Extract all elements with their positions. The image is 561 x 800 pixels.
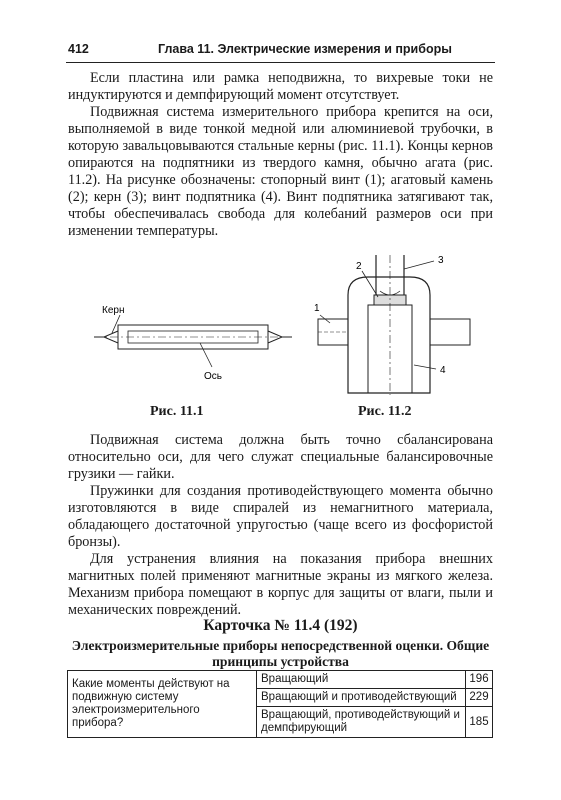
label-4: 4 [440, 365, 446, 376]
answer-number: 185 [466, 707, 493, 738]
leader-3 [404, 261, 434, 269]
table-row [68, 671, 493, 689]
card-title: Карточка № 11.4 (192) [203, 617, 358, 634]
label-3: 3 [438, 255, 444, 266]
right-arm [430, 319, 470, 345]
figure-11-2-caption: Рис. 11.2 [358, 404, 412, 419]
paragraph: Если пластина или рамка неподвижна, то вихревые токи не индуктируются и демпфирующий момент отсутствует. [68, 70, 493, 103]
label-kern: Керн [102, 305, 125, 316]
bearing-housing [348, 277, 430, 393]
paragraph: Подвижная система должна быть точно сбалансирована относительно оси, для чего служат специальные балансировочные грузики — гайки. [68, 432, 493, 482]
label-2: 2 [356, 261, 362, 272]
label-os: Ось [204, 371, 222, 382]
answer-number: 196 [466, 671, 493, 689]
question-cell: Какие моменты действуют на подвижную систему электроизмерительного прибора? [68, 671, 257, 738]
leader-kern [112, 315, 120, 333]
label-1: 1 [314, 303, 320, 314]
page-header [66, 40, 495, 63]
paragraph: Подвижная система измерительного прибора крепится на оси, выполняемой в виде тонкой медной или алюминиевой трубочки, в которую завальцовываются стальные керны (рис. 11.1). Концы кернов опираются на подпятники из твердого камня, обычно агата (рис. 11.2). На рисунке обозначены: стопорный винт (1); агатовый камень (2); керн (3); винт подпятника (4). Винт подпятника затягивают так, чтобы обеспечивалась свобода для колебаний размеров оси при изменении температуры. [68, 104, 493, 239]
chapter-title: Глава 11. Электрические измерения и приборы [158, 42, 452, 56]
answer-option[interactable]: Вращающий и противодействующий [257, 689, 466, 707]
card-subtitle: Электроизмерительные приборы непосредственной оценки. Общие принципы устройства [71, 638, 490, 669]
leader-os [200, 343, 212, 367]
quiz-table [67, 670, 493, 738]
figure-11-1 [94, 305, 292, 382]
answer-option[interactable]: Вращающий [257, 671, 466, 689]
paragraph: Пружинки для создания противодействующего момента обычно изготовляются в виде спиралей из немагнитного материала, обладающего достаточной упругостью (чаще всего из фосфористой бронзы). [68, 483, 493, 550]
figures-area [80, 255, 500, 405]
paragraph: Для устранения влияния на показания прибора внешних магнитных полей применяют магнитные экраны из мягкого железа. Механизм прибора помещают в корпус для защиты от влаги, пыли и механических повреждений. [68, 551, 493, 618]
answer-option[interactable]: Вращающий, противодействующий и демпфирующий [257, 707, 466, 738]
body-text-bottom [68, 432, 493, 619]
body-text-top [68, 70, 493, 240]
answer-number: 229 [466, 689, 493, 707]
leader-4 [414, 365, 436, 369]
figure-11-1-caption: Рис. 11.1 [150, 404, 204, 419]
figure-11-2 [314, 255, 470, 395]
page-number: 412 [68, 42, 89, 56]
